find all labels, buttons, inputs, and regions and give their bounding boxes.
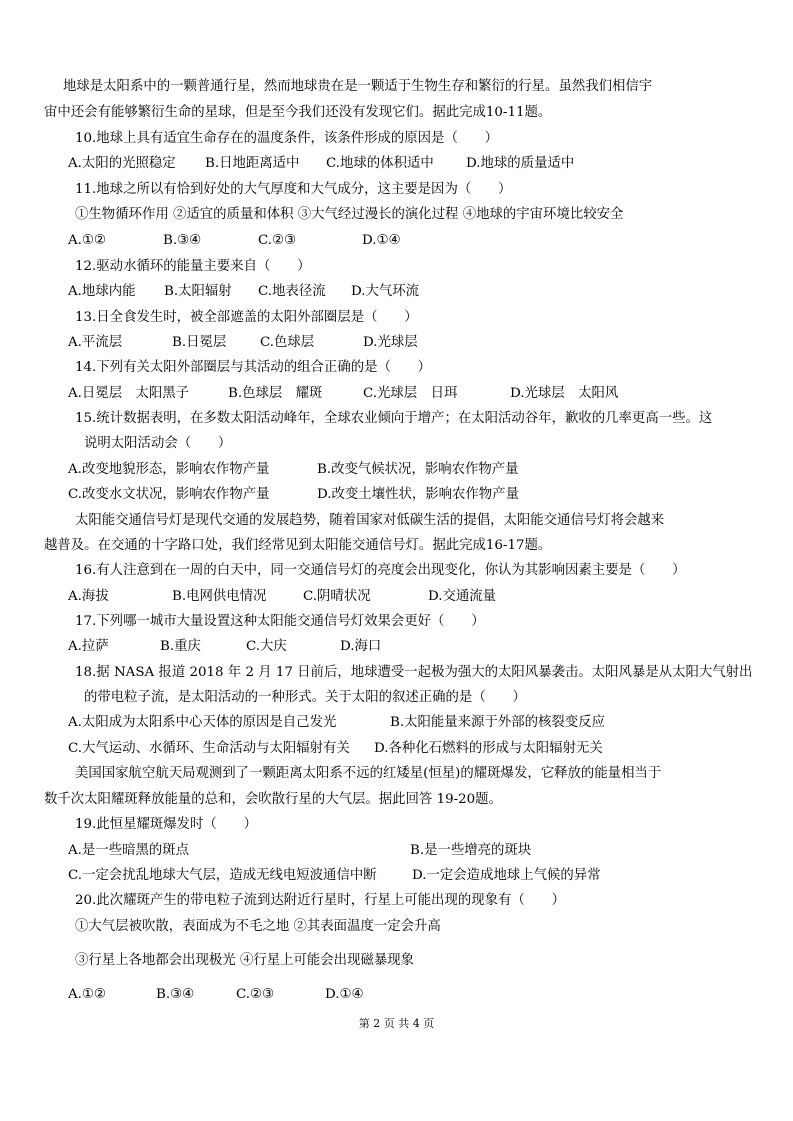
question-17-option-a: A.拉萨	[68, 639, 109, 654]
passage-2-line-2: 越普及。在交通的十字路口处，我们经常见到太阳能交通信号灯。据此完成16-17题。	[44, 538, 552, 553]
question-18-option-d: D.各种化石燃料的形成与太阳辐射无关	[374, 741, 603, 756]
question-10-option-c: C.地球的体积适中	[326, 156, 434, 171]
question-20-option-a: A.①②	[68, 987, 106, 1002]
question-19-option-b: B.是一些增亮的斑块	[410, 843, 532, 858]
question-11-option-b: B.③④	[163, 233, 202, 248]
page-number-footer: 第 2 页 共 4 页	[358, 1017, 435, 1030]
question-12-stem: 12.驱动水循环的能量主要来自（ ）	[75, 259, 311, 274]
question-17-option-b: B.重庆	[160, 639, 201, 654]
question-19-stem: 19.此恒星耀斑爆发时（ ）	[75, 817, 257, 832]
question-12-option-c: C.地表径流	[258, 284, 326, 299]
passage-3-line-2: 数千次太阳耀斑释放能量的总和，会吹散行星的大气层。据此回答 19-20题。	[44, 792, 502, 807]
question-10-option-d: D.地球的质量适中	[466, 156, 575, 171]
question-11-option-a: A.①②	[68, 233, 106, 248]
question-18-stem-line-1: 18.据 NASA 报道 2018 年 2 月 17 日前后，地球遭受一起极为强大的太阳风暴袭击。太阳风暴是从太阳大气射出	[75, 665, 753, 680]
question-18-option-b: B.太阳能量来源于外部的核裂变反应	[390, 715, 605, 730]
question-12-option-a: A.地球内能	[68, 284, 136, 299]
passage-2-line-1: 太阳能交通信号灯是现代交通的发展趋势，随着国家对低碳生活的提倡，太阳能交通信号灯将会越来	[75, 513, 665, 528]
question-20-option-c: C.②③	[236, 987, 275, 1002]
question-16-option-a: A.海拔	[68, 589, 109, 604]
question-14-option-d: D.光球层 太阳风	[510, 386, 619, 401]
passage-1-line-1: 地球是太阳系中的一颗普通行星，然而地球贵在是一颗适于生物生存和繁衍的行星。虽然我们相信宇	[63, 79, 653, 94]
question-16-option-b: B.电网供电情况	[172, 589, 267, 604]
question-18-option-a: A.太阳成为太阳系中心天体的原因是自己发光	[68, 715, 337, 730]
question-15-option-c: C.改变水文状况，影响农作物产量	[68, 487, 270, 502]
question-15-option-b: B.改变气候状况，影响农作物产量	[317, 462, 519, 477]
question-13-option-c: C.色球层	[260, 335, 315, 350]
question-17-option-c: C.大庆	[246, 639, 287, 654]
question-11-statement: ①生物循环作用 ②适宜的质量和体积 ③大气经过漫长的演化过程 ④地球的宇宙环境比较安全	[75, 207, 624, 222]
question-16-option-d: D.交通流量	[428, 589, 497, 604]
question-14-option-c: C.光球层 日珥	[363, 386, 458, 401]
question-12-option-b: B.太阳辐射	[164, 284, 232, 299]
question-15-option-d: D.改变土壤性状，影响农作物产量	[317, 487, 519, 502]
question-12-option-d: D.大气环流	[351, 284, 420, 299]
question-16-stem: 16.有人注意到在一周的白天中，同一交通信号灯的亮度会出现变化，你认为其影响因素主要是（ ）	[75, 563, 686, 578]
question-11-option-d: D.①④	[362, 233, 401, 248]
passage-3-line-1: 美国国家航空航天局观测到了一颗距离太阳系不远的红矮星(恒星)的耀斑爆发，它释放的能量相当于	[75, 766, 662, 781]
question-11-option-c: C.②③	[258, 233, 297, 248]
question-18-stem-line-2: 的带电粒子流，是太阳活动的一种形式。关于太阳的叙述正确的是（ ）	[84, 690, 526, 705]
question-18-option-c: C.大气运动、水循环、生命活动与太阳辐射有关	[68, 741, 350, 756]
question-19-option-a: A.是一些暗黑的斑点	[68, 843, 190, 858]
question-10-option-b: B.日地距离适中	[205, 156, 300, 171]
question-10-option-a: A.太阳的光照稳定	[68, 156, 176, 171]
question-14-stem: 14.下列有关太阳外部圈层与其活动的组合正确的是（ ）	[75, 360, 432, 375]
question-13-option-d: D.光球层	[363, 335, 418, 350]
question-13-stem: 13.日全食发生时，被全部遮盖的太阳外部圈层是（ ）	[75, 310, 418, 325]
question-20-statement-2: ③行星上各地都会出现极光 ④行星上可能会出现磁暴现象	[75, 953, 415, 968]
question-15-stem-line-1: 15.统计数据表明，在多数太阳活动峰年，全球农业倾向于增产；在太阳活动谷年，歉收的几率更高一些。这	[75, 411, 713, 426]
question-14-option-b: B.色球层 耀斑	[228, 386, 323, 401]
question-15-option-a: A.改变地貌形态，影响农作物产量	[68, 462, 270, 477]
passage-1-line-2: 宙中还会有能够繁衍生命的星球，但是至今我们还没有发现它们。据此完成10-11题。	[44, 105, 552, 120]
question-17-stem: 17.下列哪一城市大量设置这种太阳能交通信号灯效果会更好（ ）	[75, 614, 485, 629]
question-20-option-d: D.①④	[325, 987, 364, 1002]
question-11-stem: 11.地球之所以有恰到好处的大气厚度和大气成分，这主要是因为（ ）	[75, 182, 512, 197]
question-13-option-b: B.日冕层	[172, 335, 227, 350]
question-20-stem: 20.此次耀斑产生的带电粒子流到达附近行星时，行星上可能出现的现象有（ ）	[75, 893, 565, 908]
question-19-option-d: D.一定会造成地球上气候的异常	[412, 868, 601, 883]
question-19-option-c: C.一定会扰乱地球大气层，造成无线电短波通信中断	[68, 868, 377, 883]
question-15-stem-line-2: 说明太阳活动会（ ）	[84, 436, 232, 451]
question-10-stem: 10.地球上具有适宜生命存在的温度条件，该条件形成的原因是（ ）	[75, 131, 499, 146]
question-16-option-c: C.阴晴状况	[303, 589, 371, 604]
question-13-option-a: A.平流层	[68, 335, 123, 350]
question-20-statement-1: ①大气层被吹散，表面成为不毛之地 ②其表面温度一定会升高	[75, 919, 441, 934]
question-20-option-b: B.③④	[156, 987, 195, 1002]
question-17-option-d: D.海口	[340, 639, 382, 654]
question-14-option-a: A.日冕层 太阳黑子	[68, 386, 190, 401]
